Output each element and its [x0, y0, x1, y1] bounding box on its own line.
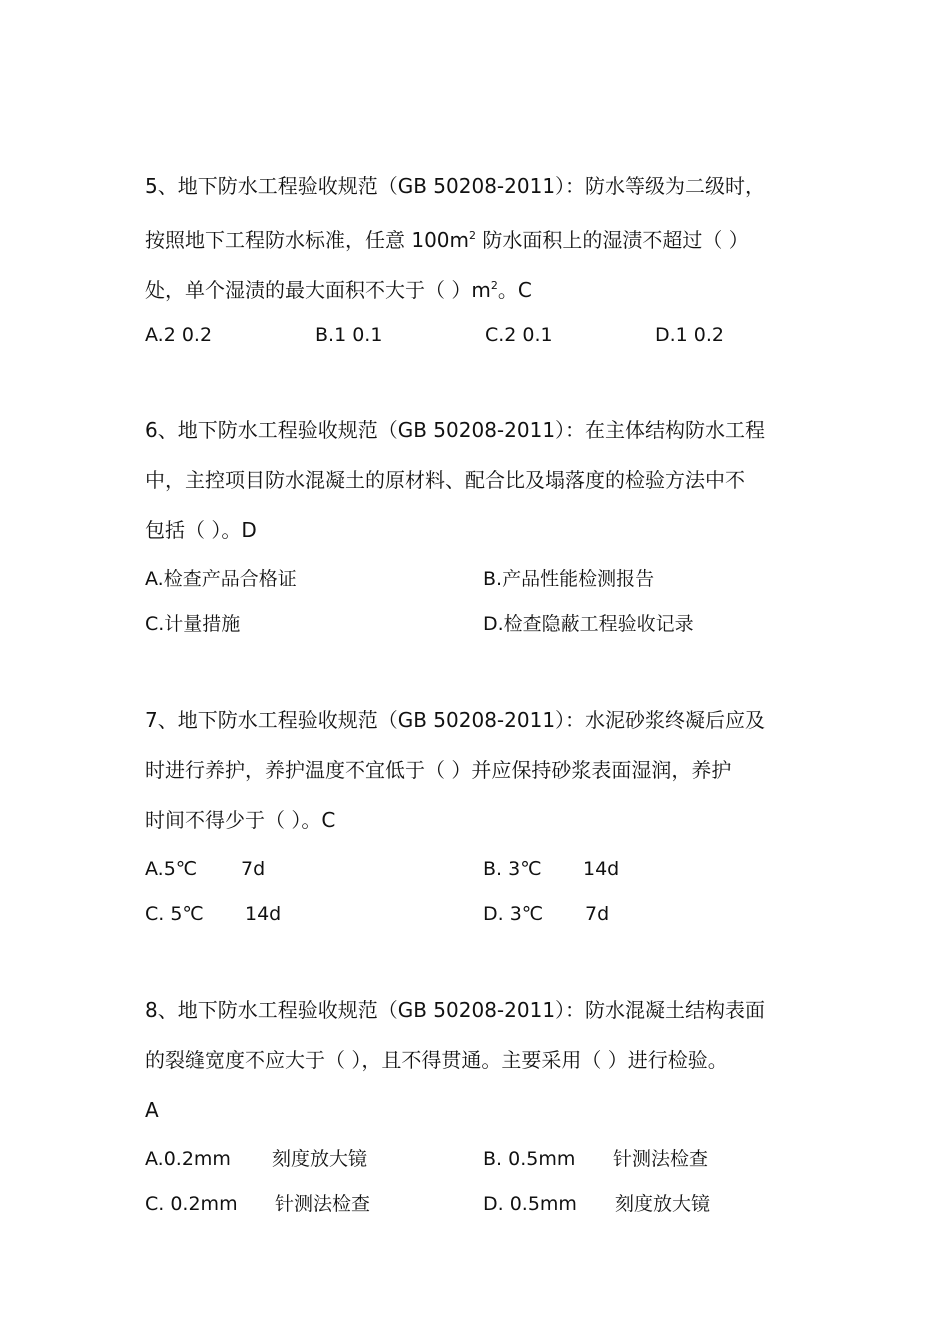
- question-5-stem-line-1: 5、地下防水工程验收规范（GB 50208-2011）：防水等级为二级时，: [145, 174, 766, 198]
- question-8-answer: A: [145, 1098, 159, 1122]
- question-5-option-d: D.1 0.2: [655, 324, 725, 346]
- option-value: B. 0.5mm: [483, 1148, 576, 1170]
- question-6-stem-line-3: 包括（ ）。D: [145, 518, 257, 542]
- question-5-stem-line-3-head: 处，单个湿渍的最大面积不大于（ ）m: [145, 278, 491, 302]
- question-8-option-c: [145, 1191, 371, 1217]
- question-5-option-c: C.2 0.1: [485, 324, 553, 346]
- option-method: 刻度放大镜: [615, 1193, 711, 1215]
- question-5-option-b: B.1 0.1: [315, 324, 383, 346]
- question-5-option-a: A.2 0.2: [145, 324, 213, 346]
- question-8-option-b: [483, 1146, 709, 1172]
- question-8-option-a: [145, 1146, 368, 1172]
- question-5-stem-line-3: [145, 272, 825, 304]
- question-5-stem-line-2-head: 按照地下工程防水标准，任意 100m: [145, 228, 470, 252]
- question-8-stem-line-2: 的裂缝宽度不应大于（ ），且不得贯通。主要采用（ ）进行检验。: [145, 1048, 728, 1072]
- question-6-option-c: C.计量措施: [145, 613, 241, 635]
- option-unit: 14d: [583, 858, 620, 880]
- option-unit: 7d: [585, 903, 610, 925]
- question-5-stem-line-2: [145, 222, 825, 254]
- option-value: A.0.2mm: [145, 1148, 231, 1170]
- question-7-option-d: [483, 901, 610, 927]
- question-6-stem-line-2: 中，主控项目防水混凝土的原材料、配合比及塌落度的检验方法中不: [145, 468, 745, 492]
- question-7-option-a: [145, 856, 266, 882]
- question-6-option-b: B.产品性能检测报告: [483, 568, 655, 590]
- question-7-stem-line-2: 时进行养护，养护温度不宜低于（ ）并应保持砂浆表面湿润，养护: [145, 758, 732, 782]
- question-8-stem-line-1: 8、地下防水工程验收规范（GB 50208-2011）：防水混凝土结构表面: [145, 998, 766, 1022]
- option-method: 刻度放大镜: [272, 1148, 368, 1170]
- question-8-option-d: [483, 1191, 711, 1217]
- option-value: B. 3℃: [483, 858, 542, 880]
- question-5-answer: 。C: [497, 278, 532, 302]
- option-method: 针测法检查: [275, 1193, 371, 1215]
- question-7-stem-line-3: 时间不得少于（ ）。C: [145, 808, 336, 832]
- question-5-stem-line-2-tail: 防水面积上的湿渍不超过（ ）: [476, 228, 749, 252]
- option-unit: 14d: [245, 903, 282, 925]
- option-method: 针测法检查: [613, 1148, 709, 1170]
- question-7-stem-line-1: 7、地下防水工程验收规范（GB 50208-2011）：水泥砂浆终凝后应及: [145, 708, 766, 732]
- superscript-2: 2: [490, 279, 498, 292]
- option-value: C. 0.2mm: [145, 1193, 238, 1215]
- question-7-option-b: [483, 856, 620, 882]
- option-value: D. 0.5mm: [483, 1193, 577, 1215]
- option-value: A.5℃: [145, 858, 198, 880]
- option-value: D. 3℃: [483, 903, 544, 925]
- question-6-option-a: A.检查产品合格证: [145, 568, 297, 590]
- question-6-stem-line-1: 6、地下防水工程验收规范（GB 50208-2011）：在主体结构防水工程: [145, 418, 766, 442]
- option-value: C. 5℃: [145, 903, 204, 925]
- option-unit: 7d: [241, 858, 266, 880]
- question-7-option-c: [145, 901, 282, 927]
- question-6-option-d: D.检查隐蔽工程验收记录: [483, 613, 694, 635]
- superscript-2: 2: [469, 229, 477, 242]
